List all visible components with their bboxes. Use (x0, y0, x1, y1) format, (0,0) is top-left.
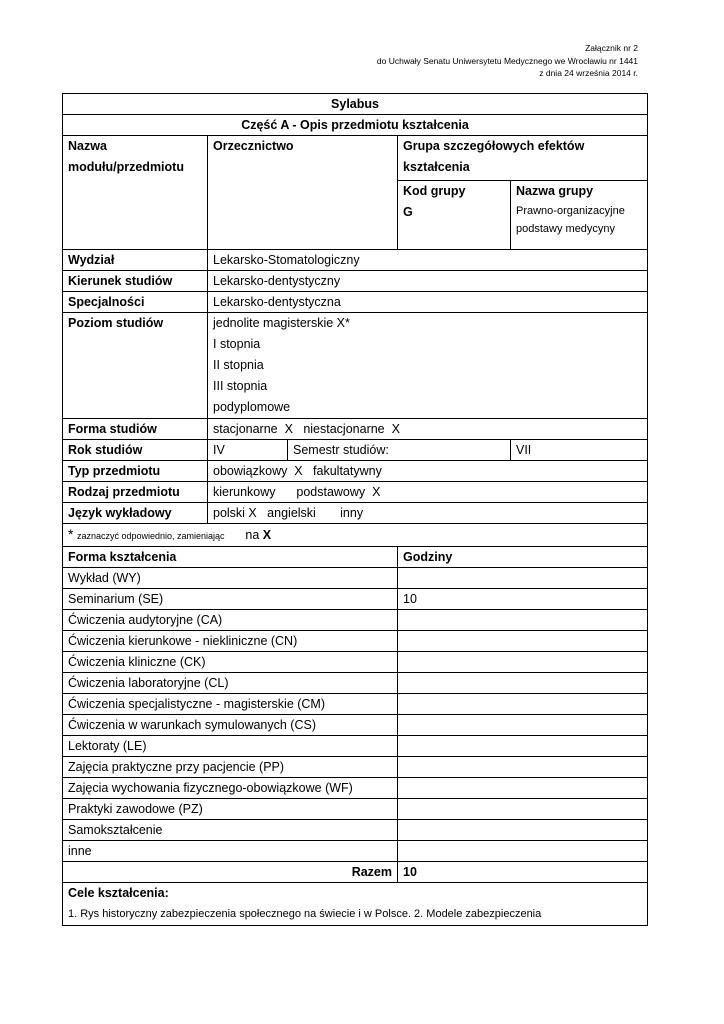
specialty-row (63, 292, 648, 313)
table-row (63, 694, 648, 715)
group-code-value: G (403, 205, 413, 219)
kind-label: Rodzaj przedmiotu (63, 482, 208, 503)
type-label: Typ przedmiotu (63, 461, 208, 482)
activity-hours (398, 778, 648, 799)
table-row (63, 673, 648, 694)
table-row (63, 736, 648, 757)
specialty-value: Lekarsko-dentystyczna (208, 292, 648, 313)
table-row (63, 778, 648, 799)
field-value: Lekarsko-dentystyczny (208, 271, 648, 292)
module-label: Nazwa modułu/przedmiotu (63, 136, 208, 250)
activity-label: Ćwiczenia laboratoryjne (CL) (63, 673, 398, 694)
form-label: Forma studiów (63, 419, 208, 440)
level-option: jednolite magisterskie X* (213, 316, 350, 330)
activity-label: Ćwiczenia specjalistyczne - magisterskie (CM) (63, 694, 398, 715)
semester-value: VII (511, 440, 648, 461)
table-row (63, 820, 648, 841)
year-label: Rok studiów (63, 440, 208, 461)
footnote (63, 524, 648, 547)
level-option: III stopnia (213, 379, 268, 393)
table-row (63, 652, 648, 673)
footnote-row (63, 524, 648, 547)
activity-label: inne (63, 841, 398, 862)
faculty-label: Wydział (63, 250, 208, 271)
level-option: I stopnia (213, 337, 261, 351)
field-row (63, 271, 648, 292)
activity-hours (398, 694, 648, 715)
group-code-cell (398, 181, 511, 250)
syllabus-title: Sylabus (63, 94, 648, 115)
activity-hours (398, 610, 648, 631)
type-row (63, 461, 648, 482)
group-name-label: Nazwa grupy (516, 184, 594, 198)
activity-label: Ćwiczenia kliniczne (CK) (63, 652, 398, 673)
group-name-value-1: Prawno-organizacyjne (516, 205, 625, 217)
form-row (63, 419, 648, 440)
hours-hours-header: Godziny (398, 547, 648, 568)
syllabus-subtitle: Część A - Opis przedmiotu kształcenia (63, 115, 648, 136)
table-row (63, 610, 648, 631)
goals-text: 1. Rys historyczny zabezpieczenia społecznego na świecie i w Polsce. 2. Modele zabezpieczenia (68, 908, 542, 920)
footnote-star: * (68, 526, 74, 542)
table-row (63, 631, 648, 652)
semester-label: Semestr studiów: (288, 440, 511, 461)
kind-row (63, 482, 648, 503)
table-row (63, 568, 648, 589)
module-value: Orzecznictwo (208, 136, 398, 250)
activity-hours (398, 652, 648, 673)
module-row (63, 136, 648, 181)
title-row (63, 94, 648, 115)
activity-label: Wykład (WY) (63, 568, 398, 589)
resolution-reference: do Uchwały Senatu Uniwersytetu Medycznego we Wrocławiu nr 1441 (376, 55, 638, 66)
table-row (63, 589, 648, 610)
language-value: polski X angielski inny (208, 503, 648, 524)
year-value: IV (208, 440, 288, 461)
level-option: II stopnia (213, 358, 264, 372)
footnote-mark: X (262, 528, 272, 542)
group-label: Grupa szczegółowych efektów kształcenia (398, 136, 648, 181)
total-row (63, 862, 648, 883)
footnote-suffix: na (245, 528, 260, 542)
hours-form-header: Forma kształcenia (63, 547, 398, 568)
activity-hours (398, 736, 648, 757)
activity-label: Praktyki zawodowe (PZ) (63, 799, 398, 820)
activity-hours (398, 568, 648, 589)
specialty-label: Specjalności (63, 292, 208, 313)
goals-cell (63, 883, 648, 926)
activity-label: Zajęcia wychowania fizycznego-obowiązkowe (WF) (63, 778, 398, 799)
table-row (63, 757, 648, 778)
activity-hours (398, 841, 648, 862)
faculty-row (63, 250, 648, 271)
level-row (63, 313, 648, 419)
activity-hours (398, 757, 648, 778)
year-row (63, 440, 648, 461)
activity-label: Samokształcenie (63, 820, 398, 841)
activity-label: Ćwiczenia audytoryjne (CA) (63, 610, 398, 631)
type-value: obowiązkowy X fakultatywny (208, 461, 648, 482)
level-option: podyplomowe (213, 400, 291, 414)
table-row (63, 841, 648, 862)
group-name-value-2: podstawy medycyny (516, 223, 616, 235)
activity-hours (398, 631, 648, 652)
activity-label: Seminarium (SE) (63, 589, 398, 610)
table-row (63, 799, 648, 820)
resolution-date: z dnia 24 września 2014 r. (539, 68, 638, 78)
kind-value: kierunkowy podstawowy X (208, 482, 648, 503)
activity-label: Ćwiczenia w warunkach symulowanych (CS) (63, 715, 398, 736)
activity-hours (398, 715, 648, 736)
level-label: Poziom studiów (63, 313, 208, 419)
table-row (63, 715, 648, 736)
activity-hours (398, 673, 648, 694)
activity-hours (398, 799, 648, 820)
activity-hours: 10 (398, 589, 648, 610)
language-label: Język wykładowy (63, 503, 208, 524)
activity-hours (398, 820, 648, 841)
activity-label: Lektoraty (LE) (63, 736, 398, 757)
attachment-number: Załącznik nr 2 (585, 43, 638, 53)
hours-header-row (63, 547, 648, 568)
document-header-note (377, 42, 638, 80)
activity-label: Zajęcia praktyczne przy pacjencie (PP) (63, 757, 398, 778)
syllabus-table (62, 93, 648, 926)
footnote-text: zaznaczyć odpowiednio, zamieniając (76, 531, 225, 541)
group-code-label: Kod grupy (403, 184, 466, 198)
group-name-cell (511, 181, 648, 250)
form-value: stacjonarne X niestacjonarne X (208, 419, 648, 440)
total-value: 10 (398, 862, 648, 883)
field-label: Kierunek studiów (63, 271, 208, 292)
subtitle-row (63, 115, 648, 136)
goals-label: Cele kształcenia: (68, 886, 169, 900)
language-row (63, 503, 648, 524)
level-options (208, 313, 648, 419)
activity-label: Ćwiczenia kierunkowe - niekliniczne (CN) (63, 631, 398, 652)
total-label: Razem (63, 862, 398, 883)
faculty-value: Lekarsko-Stomatologiczny (208, 250, 648, 271)
goals-row (63, 883, 648, 926)
